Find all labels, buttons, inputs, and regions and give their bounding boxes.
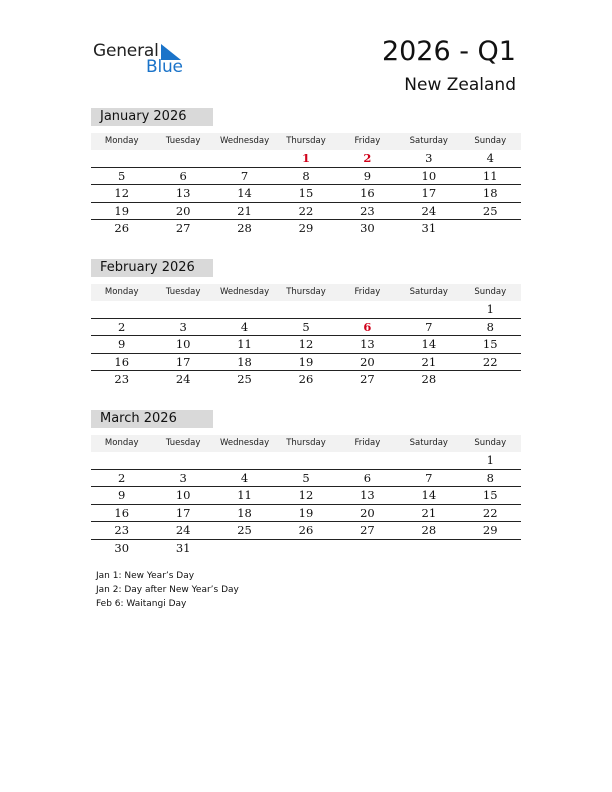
day-cell: 11 [482, 168, 498, 183]
day-cell [337, 540, 398, 557]
weekday-header-row [91, 435, 521, 452]
day-cell: 5 [302, 470, 310, 485]
day-cell: 12 [298, 488, 314, 502]
day-cell: 7 [425, 470, 433, 485]
week-row [91, 505, 521, 523]
day-cell: 26 [114, 221, 130, 235]
week-row [91, 470, 521, 488]
day-cell [275, 540, 336, 557]
day-cell: 28 [421, 372, 437, 386]
day-cell: 15 [298, 186, 314, 200]
page-title: 2026 - Q1 [381, 36, 516, 67]
weekday-label: Friday [354, 438, 381, 448]
day-cell: 11 [237, 337, 252, 351]
day-cell: 12 [114, 186, 130, 200]
day-cell: 24 [175, 523, 191, 537]
day-cell: 4 [486, 151, 494, 165]
day-cell [398, 452, 459, 469]
logo-text-general: General [93, 41, 159, 61]
day-cell [460, 371, 521, 388]
day-cell: 22 [482, 354, 498, 369]
day-cell: 14 [421, 337, 437, 351]
day-cell: 29 [482, 523, 498, 537]
month-calendar-february [91, 259, 521, 388]
day-cell: 17 [175, 505, 191, 520]
day-cell [275, 301, 336, 318]
day-cell: 1 [301, 151, 310, 165]
day-cell: 22 [298, 203, 314, 218]
day-cell: 4 [240, 470, 249, 485]
week-row [91, 452, 521, 470]
holiday-note: Jan 1: New Year’s Day [96, 571, 195, 581]
week-row [91, 150, 521, 168]
week-row [91, 301, 521, 319]
day-cell [460, 220, 521, 237]
day-cell: 21 [421, 505, 437, 520]
day-cell: 9 [118, 337, 126, 351]
day-cell [214, 301, 275, 318]
day-cell: 7 [425, 319, 433, 334]
day-cell: 2 [363, 151, 372, 165]
day-cell: 13 [360, 337, 375, 351]
weekday-header-row [91, 133, 521, 150]
day-cell [214, 452, 275, 469]
day-cell: 26 [298, 523, 314, 537]
day-cell: 25 [237, 372, 252, 386]
day-cell: 14 [421, 488, 437, 502]
day-cell: 21 [421, 354, 437, 369]
day-cell: 9 [363, 168, 372, 183]
day-cell [91, 452, 152, 469]
logo-text-blue: Blue [146, 57, 183, 77]
day-cell: 19 [298, 354, 314, 369]
day-cell: 27 [175, 221, 191, 235]
day-cell: 1 [486, 302, 494, 316]
day-cell: 13 [360, 488, 375, 502]
weekday-label: Tuesday [165, 136, 201, 146]
day-cell: 28 [421, 523, 437, 537]
day-cell: 15 [482, 488, 498, 502]
day-cell: 12 [298, 337, 314, 351]
weekday-label: Friday [354, 287, 381, 297]
day-cell: 19 [298, 505, 314, 520]
weekday-label: Wednesday [219, 438, 270, 448]
weekday-label: Tuesday [165, 287, 201, 297]
weekday-label: Thursday [286, 438, 326, 448]
week-row [91, 220, 521, 237]
country-name: New Zealand [404, 75, 516, 95]
day-cell: 21 [237, 203, 252, 218]
day-cell: 30 [114, 540, 130, 555]
day-cell: 7 [240, 168, 249, 183]
day-cell: 27 [360, 372, 375, 386]
month-calendar-march [91, 410, 521, 556]
day-cell: 5 [302, 319, 310, 334]
day-cell [275, 452, 336, 469]
day-cell: 16 [360, 186, 375, 200]
day-cell: 22 [482, 505, 498, 520]
day-cell: 17 [175, 354, 191, 369]
day-cell: 27 [360, 523, 375, 537]
week-row [91, 540, 521, 557]
day-cell [337, 301, 398, 318]
day-cell: 3 [179, 470, 187, 485]
day-cell: 28 [237, 221, 252, 235]
day-cell [398, 540, 459, 557]
week-row [91, 319, 521, 337]
day-cell [152, 452, 213, 469]
weekday-label: Thursday [286, 287, 326, 297]
day-cell: 15 [482, 337, 498, 351]
weekday-label: Sunday [474, 438, 507, 448]
day-cell: 5 [118, 168, 126, 183]
month-title: January 2026 [91, 108, 213, 126]
day-cell: 20 [360, 505, 375, 520]
week-row [91, 185, 521, 203]
day-cell: 20 [360, 354, 375, 369]
day-cell: 31 [421, 221, 437, 235]
day-cell: 25 [237, 523, 252, 537]
weekday-label: Monday [104, 438, 139, 448]
day-cell: 9 [118, 488, 126, 502]
day-cell: 1 [486, 453, 494, 467]
day-cell: 10 [175, 488, 191, 502]
holiday-note: Feb 6: Waitangi Day [96, 599, 187, 609]
day-cell: 6 [179, 168, 187, 183]
day-cell: 17 [421, 186, 437, 200]
day-cell: 18 [482, 186, 498, 200]
weekday-label: Thursday [286, 136, 326, 146]
day-cell: 24 [421, 203, 437, 218]
day-cell [152, 301, 213, 318]
day-cell: 2 [118, 470, 126, 485]
weekday-label: Saturday [409, 287, 448, 297]
week-row [91, 487, 521, 505]
month-calendar-january [91, 108, 521, 237]
day-cell: 30 [360, 221, 375, 235]
day-cell: 16 [114, 505, 130, 520]
day-cell [91, 150, 152, 167]
day-cell: 25 [482, 203, 498, 218]
day-cell: 2 [118, 319, 126, 334]
day-cell: 18 [237, 505, 252, 520]
week-row [91, 522, 521, 540]
day-cell: 24 [175, 372, 191, 386]
day-cell: 6 [363, 470, 372, 485]
weekday-label: Monday [104, 287, 139, 297]
day-cell: 4 [240, 319, 249, 334]
week-row [91, 371, 521, 388]
weekday-label: Sunday [474, 287, 507, 297]
holiday-note: Jan 2: Day after New Year’s Day [96, 585, 239, 595]
day-cell: 10 [421, 168, 437, 183]
weekday-label: Sunday [474, 136, 507, 146]
brand-logo [93, 41, 193, 81]
weekday-label: Wednesday [219, 287, 270, 297]
day-cell: 3 [179, 319, 187, 334]
weekday-label: Monday [104, 136, 139, 146]
day-cell [91, 301, 152, 318]
day-cell: 31 [175, 540, 191, 555]
day-cell: 19 [114, 203, 130, 218]
day-cell [337, 452, 398, 469]
week-row [91, 168, 521, 186]
day-cell [460, 540, 521, 557]
day-cell: 8 [486, 470, 494, 485]
day-cell: 20 [175, 203, 191, 218]
day-cell: 23 [114, 372, 130, 386]
day-cell [398, 301, 459, 318]
weekday-label: Saturday [409, 136, 448, 146]
weekday-label: Tuesday [165, 438, 201, 448]
day-cell: 13 [175, 186, 191, 200]
day-cell: 8 [486, 319, 494, 334]
day-cell: 23 [114, 523, 130, 537]
day-cell [214, 540, 275, 557]
day-cell: 18 [237, 354, 252, 369]
weekday-header-row [91, 284, 521, 301]
week-row [91, 336, 521, 354]
day-cell: 14 [237, 186, 252, 200]
day-cell: 23 [360, 203, 375, 218]
day-cell: 8 [302, 168, 310, 183]
weekday-label: Wednesday [219, 136, 270, 146]
month-title: March 2026 [91, 410, 213, 428]
weekday-label: Saturday [409, 438, 448, 448]
weekday-label: Friday [354, 136, 381, 146]
day-cell: 11 [237, 488, 252, 502]
day-cell: 3 [425, 151, 433, 165]
day-cell: 6 [363, 319, 372, 334]
holiday-notes [96, 569, 239, 611]
week-row [91, 354, 521, 372]
day-cell: 29 [298, 221, 314, 235]
month-title: February 2026 [91, 259, 213, 277]
week-row [91, 203, 521, 221]
day-cell: 16 [114, 354, 130, 369]
day-cell: 10 [175, 337, 191, 351]
day-cell [152, 150, 213, 167]
day-cell [214, 150, 275, 167]
day-cell: 26 [298, 372, 314, 386]
